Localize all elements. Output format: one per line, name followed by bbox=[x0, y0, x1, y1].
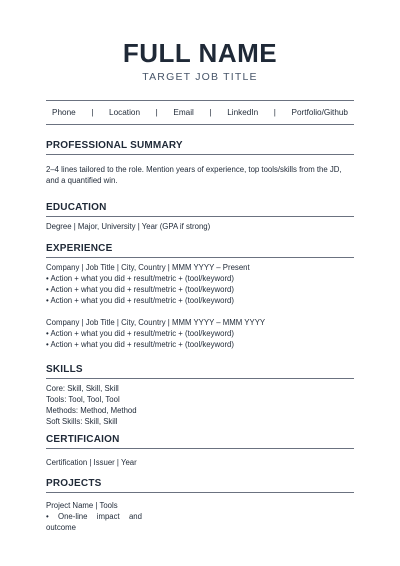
skills-line: Core: Skill, Skill, Skill bbox=[46, 384, 119, 393]
section-heading: CERTIFICAION bbox=[46, 434, 354, 449]
contact-phone: Phone bbox=[52, 108, 76, 117]
contact-bar bbox=[46, 100, 354, 125]
projects-section bbox=[46, 478, 354, 533]
summary-section bbox=[46, 140, 354, 186]
job-title: TARGET JOB TITLE bbox=[142, 71, 258, 83]
contact-portfolio: Portfolio/Github bbox=[291, 108, 348, 117]
education-section bbox=[46, 202, 354, 232]
experience-section bbox=[46, 243, 354, 350]
skills-section bbox=[46, 364, 354, 427]
summary-line: 2–4 lines tailored to the role. Mention years of experience, top tools/skills from the JD, bbox=[46, 165, 342, 174]
contact-separator: | bbox=[209, 108, 212, 117]
skills-line: Tools: Tool, Tool, Tool bbox=[46, 395, 120, 404]
certification-text bbox=[46, 457, 354, 468]
skills-line: Soft Skills: Skill, Skill bbox=[46, 417, 118, 426]
contact-separator: | bbox=[91, 108, 94, 117]
contact-separator: | bbox=[155, 108, 158, 117]
certification-line: Certification | Issuer | Year bbox=[46, 458, 137, 467]
job-bullet: • Action + what you did + result/metric + (tool/keyword) bbox=[46, 274, 234, 283]
job-title-line: Company | Job Title | City, Country | MMM YYYY – MMM YYYY bbox=[46, 318, 266, 327]
certification-section bbox=[46, 434, 354, 468]
projects-text bbox=[46, 500, 354, 533]
section-heading: SKILLS bbox=[46, 364, 354, 379]
section-heading: PROJECTS bbox=[46, 478, 354, 493]
summary-text bbox=[46, 164, 354, 186]
section-heading: EDUCATION bbox=[46, 202, 354, 217]
contact-separator: | bbox=[273, 108, 276, 117]
skills-text bbox=[46, 383, 354, 427]
section-heading: PROFESSIONAL SUMMARY bbox=[46, 140, 354, 155]
section-heading: EXPERIENCE bbox=[46, 243, 354, 258]
experience-job-2 bbox=[46, 317, 354, 350]
skills-line: Methods: Method, Method bbox=[46, 406, 137, 415]
job-bullet: • Action + what you did + result/metric + (tool/keyword) bbox=[46, 329, 234, 338]
education-line: Degree | Major, University | Year (GPA if strong) bbox=[46, 222, 211, 231]
contact-location: Location bbox=[109, 108, 141, 117]
job-title-line: Company | Job Title | City, Country | MMM YYYY – Present bbox=[46, 263, 250, 272]
job-bullet: • Action + what you did + result/metric + (tool/keyword) bbox=[46, 285, 234, 294]
experience-job-1 bbox=[46, 262, 354, 306]
project-impact-line: • One-line impact and outcome bbox=[46, 512, 142, 532]
education-text bbox=[46, 221, 354, 232]
job-bullet: • Action + what you did + result/metric + (tool/keyword) bbox=[46, 296, 234, 305]
contact-email: Email bbox=[173, 108, 194, 117]
job-bullet: • Action + what you did + result/metric + (tool/keyword) bbox=[46, 340, 234, 349]
summary-line: and a quantified win. bbox=[46, 176, 118, 185]
full-name: FULL NAME bbox=[122, 38, 278, 68]
project-name-line: Project Name | Tools bbox=[46, 501, 118, 510]
contact-linkedin: LinkedIn bbox=[227, 108, 259, 117]
